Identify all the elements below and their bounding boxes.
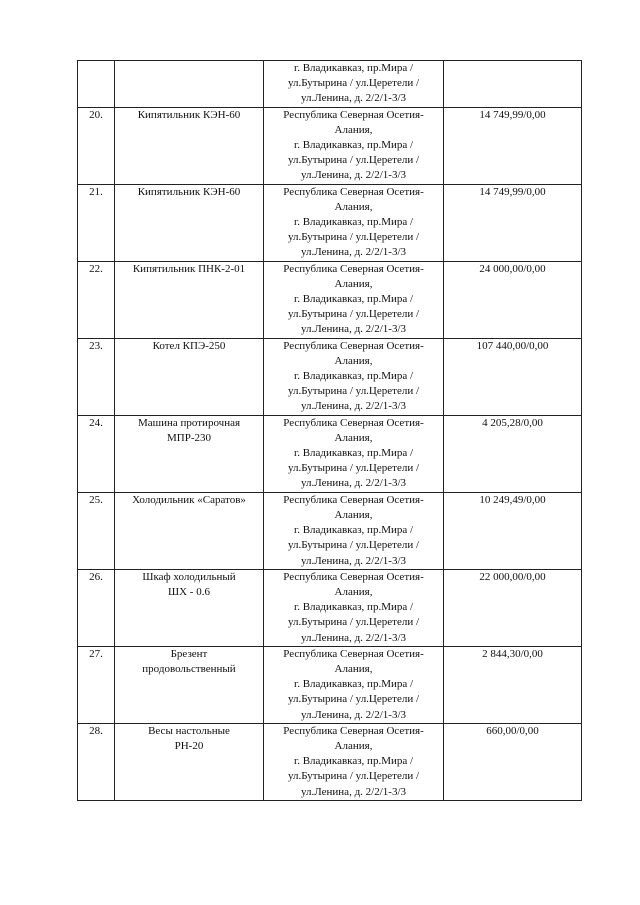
address-line: Алания, (334, 354, 373, 367)
address-line: ул.Ленина, д. 2/2/1-3/3 (301, 323, 406, 336)
address-line: г. Владикавказ, пр.Мира / (293, 139, 414, 152)
name-line: РН-20 (174, 739, 204, 752)
address-line: ул.Ленина, д. 2/2/1-3/3 (301, 92, 406, 105)
name-line: Кипятильник КЭН-60 (137, 108, 241, 121)
cell-name (115, 61, 264, 108)
cell-value: 10 249,49/0,00 (444, 492, 582, 569)
address-line: ул.Бутырина / ул.Церетели / (287, 770, 420, 783)
cell-number: 25. (78, 492, 115, 569)
address-line: Алания, (334, 739, 373, 752)
name-line: Котел КПЭ-250 (152, 339, 226, 352)
name-line: Машина протирочная (137, 416, 241, 429)
table-row (78, 415, 582, 492)
address-line: г. Владикавказ, пр.Мира / (293, 524, 414, 537)
address-line: г. Владикавказ, пр.Мира / (293, 601, 414, 614)
address-line: Республика Северная Осетия- (283, 108, 424, 121)
name-line: МПР-230 (166, 431, 211, 444)
address-line: ул.Ленина, д. 2/2/1-3/3 (301, 400, 406, 413)
cell-name (115, 338, 264, 415)
address-line: ул.Бутырина / ул.Церетели / (287, 77, 420, 90)
cell-name (115, 107, 264, 184)
name-line: ШХ - 0.6 (168, 585, 210, 598)
cell-address (264, 569, 444, 646)
address-line: Республика Северная Осетия- (283, 570, 424, 583)
cell-number: 20. (78, 107, 115, 184)
cell-address (264, 184, 444, 261)
address-line: Алания, (334, 277, 373, 290)
cell-name (115, 184, 264, 261)
address-line: г. Владикавказ, пр.Мира / (293, 62, 414, 74)
name-line: Кипятильник КЭН-60 (137, 185, 241, 198)
cell-value: 14 749,99/0,00 (444, 184, 582, 261)
address-line: ул.Бутырина / ул.Церетели / (287, 154, 420, 167)
cell-address (264, 61, 444, 108)
cell-address (264, 646, 444, 723)
cell-name (115, 261, 264, 338)
table-row (78, 184, 582, 261)
address-line: Алания, (334, 508, 373, 521)
name-line: Шкаф холодильный (142, 570, 236, 583)
cell-number: 23. (78, 338, 115, 415)
address-line: г. Владикавказ, пр.Мира / (293, 370, 414, 383)
cell-address (264, 338, 444, 415)
address-line: ул.Ленина, д. 2/2/1-3/3 (301, 554, 406, 567)
cell-name (115, 415, 264, 492)
cell-address (264, 415, 444, 492)
cell-address (264, 261, 444, 338)
cell-value: 2 844,30/0,00 (444, 646, 582, 723)
cell-value: 660,00/0,00 (444, 723, 582, 800)
address-line: ул.Ленина, д. 2/2/1-3/3 (301, 246, 406, 259)
address-line: ул.Ленина, д. 2/2/1-3/3 (301, 785, 406, 798)
address-line: г. Владикавказ, пр.Мира / (293, 216, 414, 229)
address-line: ул.Бутырина / ул.Церетели / (287, 693, 420, 706)
address-line: Республика Северная Осетия- (283, 185, 424, 198)
address-line: ул.Бутырина / ул.Церетели / (287, 462, 420, 475)
address-line: г. Владикавказ, пр.Мира / (293, 293, 414, 306)
address-line: Алания, (334, 123, 373, 136)
address-line: Алания, (334, 585, 373, 598)
cell-name (115, 569, 264, 646)
address-line: Республика Северная Осетия- (283, 339, 424, 352)
address-line: ул.Бутырина / ул.Церетели / (287, 616, 420, 629)
table-row (78, 338, 582, 415)
address-line: ул.Ленина, д. 2/2/1-3/3 (301, 477, 406, 490)
table-row-continuation (78, 61, 582, 108)
cell-number: 26. (78, 569, 115, 646)
cell-value: 4 205,28/0,00 (444, 415, 582, 492)
cell-address (264, 492, 444, 569)
table-row (78, 107, 582, 184)
cell-value: 24 000,00/0,00 (444, 261, 582, 338)
cell-number: 24. (78, 415, 115, 492)
name-line: Кипятильник ПНК-2-01 (132, 262, 246, 275)
cell-number: 21. (78, 184, 115, 261)
cell-number (78, 61, 115, 108)
address-line: ул.Бутырина / ул.Церетели / (287, 231, 420, 244)
address-line: Республика Северная Осетия- (283, 493, 424, 506)
address-line: г. Владикавказ, пр.Мира / (293, 755, 414, 768)
table-row (78, 492, 582, 569)
address-line: ул.Бутырина / ул.Церетели / (287, 539, 420, 552)
table-body (78, 61, 582, 801)
cell-value: 107 440,00/0,00 (444, 338, 582, 415)
name-line: Брезент (170, 647, 208, 660)
name-line: Холодильник «Саратов» (132, 493, 246, 506)
address-line: Республика Северная Осетия- (283, 647, 424, 660)
cell-address (264, 723, 444, 800)
name-line: продовольственный (142, 662, 236, 675)
address-line: ул.Бутырина / ул.Церетели / (287, 385, 420, 398)
cell-value (444, 61, 582, 108)
address-line: ул.Ленина, д. 2/2/1-3/3 (301, 169, 406, 182)
cell-number: 22. (78, 261, 115, 338)
cell-number: 27. (78, 646, 115, 723)
table-row (78, 569, 582, 646)
address-line: ул.Ленина, д. 2/2/1-3/3 (301, 631, 406, 644)
address-line: г. Владикавказ, пр.Мира / (293, 678, 414, 691)
address-line: Алания, (334, 662, 373, 675)
cell-name (115, 723, 264, 800)
address-line: Республика Северная Осетия- (283, 262, 424, 275)
address-line: Алания, (334, 200, 373, 213)
cell-address (264, 107, 444, 184)
table-row (78, 261, 582, 338)
address-line: Республика Северная Осетия- (283, 416, 424, 429)
address-line: Республика Северная Осетия- (283, 724, 424, 737)
address-line: Алания, (334, 431, 373, 444)
address-line: г. Владикавказ, пр.Мира / (293, 447, 414, 460)
cell-number: 28. (78, 723, 115, 800)
cell-name (115, 492, 264, 569)
address-line: ул.Бутырина / ул.Церетели / (287, 308, 420, 321)
table-row (78, 723, 582, 800)
cell-name (115, 646, 264, 723)
cell-value: 14 749,99/0,00 (444, 107, 582, 184)
name-line: Весы настольные (148, 724, 230, 737)
cell-value: 22 000,00/0,00 (444, 569, 582, 646)
property-table (77, 60, 582, 801)
table-row (78, 646, 582, 723)
address-line: ул.Ленина, д. 2/2/1-3/3 (301, 708, 406, 721)
